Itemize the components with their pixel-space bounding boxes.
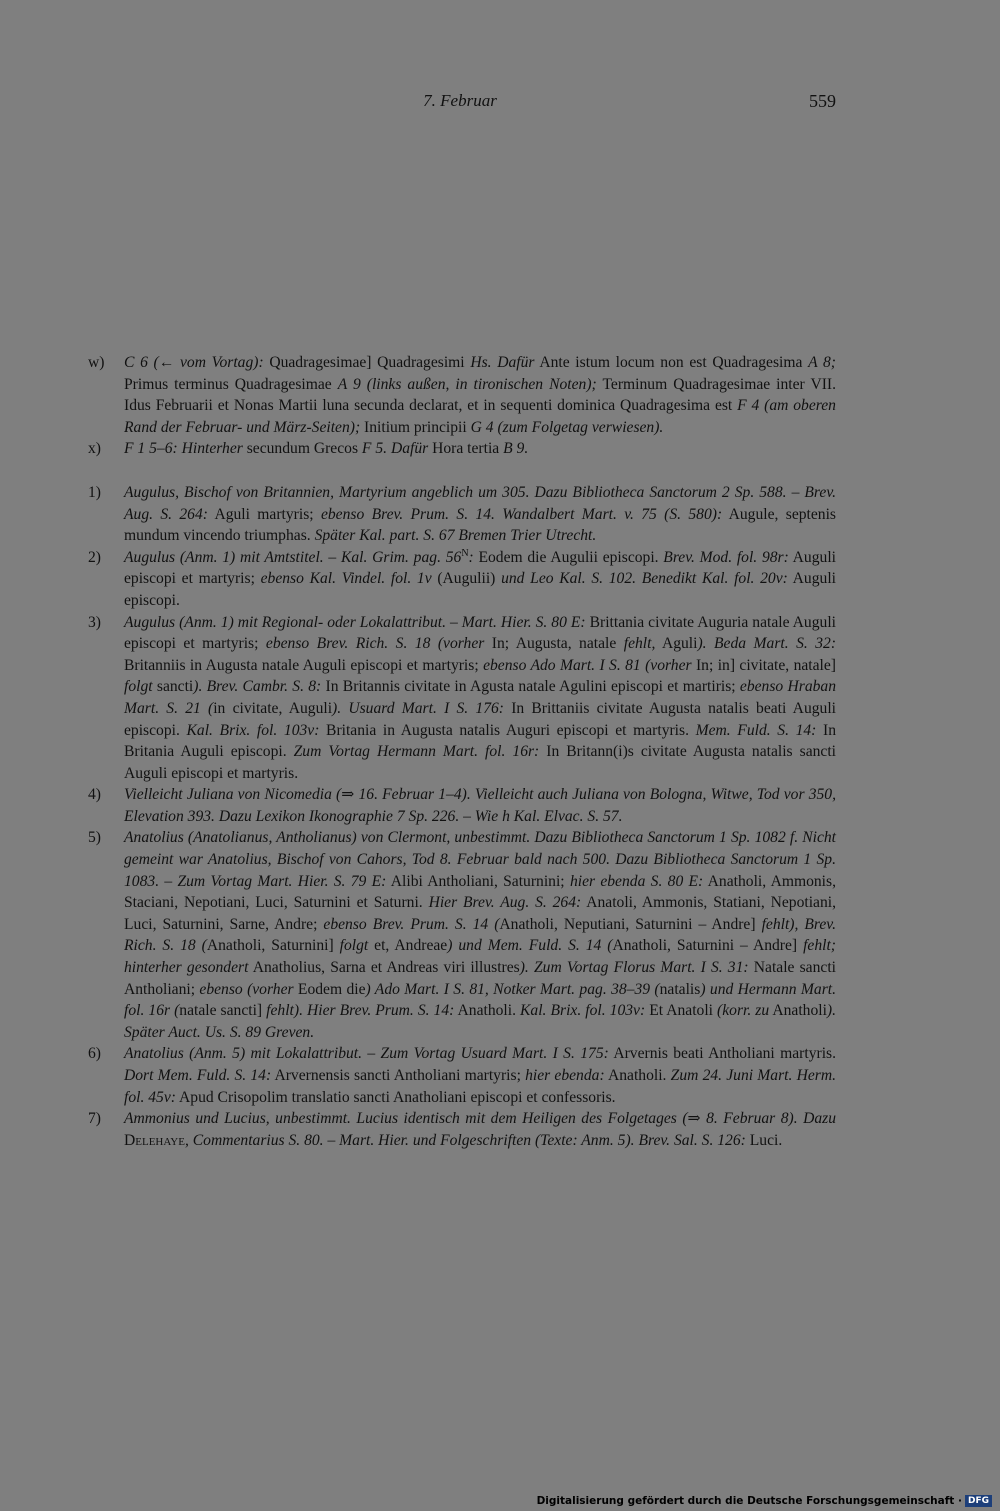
footnote — [88, 482, 836, 547]
footnote — [88, 1043, 836, 1108]
text-run: Später Kal. part. S. 67 Bremen Trier Utrecht. — [314, 527, 597, 545]
text-run: ebenso Hraban Mart. S. 21 ( — [124, 678, 837, 717]
text-run: ebenso Brev. Prum. S. 14 ( — [323, 915, 500, 933]
text-run: (korr. zu — [717, 1002, 770, 1020]
text-run: ). Später Auct. Us. S. 89 Greven. — [124, 1002, 837, 1041]
text-run: Et Anatoli — [645, 1002, 718, 1020]
text-run: Anatholi, Saturnini – Andre] — [612, 937, 804, 955]
text-run: Kal. Brix. fol. 103v: — [520, 1002, 646, 1020]
text-run: Beda Mart. S. 32: — [706, 635, 837, 653]
footnote-text — [124, 1108, 836, 1151]
text-run: Brev. Mod. fol. 98r: — [663, 548, 789, 566]
text-run: folgt — [339, 937, 369, 955]
footnote-marker: 7) — [88, 1110, 101, 1128]
text-run: In; Augusta, natale — [484, 635, 624, 653]
text-run: Ante istum locum non est Quadragesima — [534, 354, 809, 371]
text-run: Alibi Antholiani, Saturnini; — [386, 872, 570, 890]
footer-credit — [537, 1495, 992, 1507]
text-run: G 4 (zum Folgetag verwiesen). — [470, 418, 664, 436]
text-run: ebenso Kal. Vindel. fol. 1v — [260, 570, 432, 588]
text-run: Anatoli, Ammonis, Statiani, Nepotiani, Luci, Saturnini, Sarne, Andre; — [124, 894, 836, 933]
text-run: (Augulii) — [431, 570, 502, 588]
text-run: Anatholi, Neputiani, Saturnini – Andre] — [499, 915, 762, 933]
text-run: Dort Mem. Fuld. S. 14: — [124, 1067, 272, 1084]
text-run: F 1 5–6: Hinterher — [124, 440, 243, 458]
text-run: und Leo Kal. S. 102. Benedikt Kal. fol. 20v: — [501, 570, 788, 588]
text-run: Delehaye — [124, 1131, 185, 1149]
footnote-text — [124, 784, 836, 827]
text-run: ebenso Brev. Prum. S. 14. Wandalbert Mart. v. 75 (S. 580): — [320, 505, 723, 523]
text-run: Terminum Quadragesimae inter VII. Idus Februarii et Nonas Martii luna secunda declarat, et in sequenti dominica Quadragesima est — [124, 375, 836, 415]
text-run: fehlt), Brev. Rich. S. 18 ( — [124, 915, 836, 955]
footnote-text — [124, 547, 836, 612]
text-run: Anatholi. — [454, 1002, 521, 1020]
text-run: F 5. Dafür — [361, 440, 429, 458]
text-run: Aguli — [655, 635, 698, 653]
text-run: Hier Brev. Aug. S. 264: — [428, 894, 582, 912]
text-run: Britania in Augusta natalis Auguri episcopi et martyris. — [319, 721, 696, 739]
dfg-logo: DFG — [965, 1495, 992, 1507]
footnote — [88, 438, 836, 460]
text-run: Hs. Dafür — [470, 354, 535, 371]
text-run: fehlt). Hier Brev. Prum. S. 14: — [266, 1002, 455, 1020]
text-run: Augule, septenis mundum vincendo triumphas. — [124, 505, 836, 545]
text-run: Eodem die — [293, 980, 366, 998]
footnote-text — [124, 1043, 836, 1108]
footnote — [88, 784, 836, 827]
text-run: Mem. Fuld. S. 14: — [695, 721, 817, 739]
running-title: 7. Februar — [423, 91, 497, 110]
text-run: natale sancti] — [179, 1002, 267, 1020]
footnote-marker: w) — [88, 354, 105, 371]
page-number: 559 — [809, 91, 836, 111]
footnote-text — [124, 827, 836, 1043]
text-run: Usuard Mart. I S. 176: — [341, 699, 504, 717]
text-run: in civitate, Auguli — [213, 699, 333, 717]
text-run: ebenso (vorher — [199, 980, 294, 998]
text-run: Apud Crisopolim translatio sancti Anatholiani episcopi et confessoris. — [175, 1088, 616, 1106]
text-run: ) und Mem. Fuld. S. 14 ( — [447, 937, 613, 955]
footnote-text — [124, 482, 836, 547]
text-run: Eodem die Augulii episcopi. — [473, 548, 664, 566]
text-run: hier ebenda S. 80 E: — [569, 872, 704, 890]
text-run: sancti — [152, 678, 194, 696]
text-run: A 8; — [808, 354, 837, 371]
section-gap — [88, 460, 836, 482]
text-run: Brev. Cambr. S. 8: — [202, 678, 322, 696]
text-run: Initium principii — [360, 418, 471, 436]
text-run: ) und Hermann Mart. fol. 16r ( — [124, 980, 836, 1020]
text-run: Hora tertia — [428, 440, 504, 458]
text-run: ). — [519, 959, 529, 977]
text-run: In; in] civitate, natale] — [691, 656, 836, 674]
text-run: Zum Vortag Hermann Mart. fol. 16r: — [293, 743, 540, 761]
text-run: In Brittaniis civitate Augusta natalis beati Auguli episcopi. — [124, 699, 837, 739]
text-run: Arvernensis sancti Antholiani martyris; — [271, 1067, 526, 1084]
text-run: A 9 (links außen, in tironischen Noten); — [337, 375, 597, 393]
text-run: Ammonius und Lucius, unbestimmt. Lucius identisch mit dem Heiligen des Folgetages (⇒ 8. Februar 8). Dazu — [124, 1110, 836, 1128]
footnote-marker: 6) — [88, 1045, 101, 1063]
text-run: Quadragesimae] Quadragesimi — [263, 354, 471, 371]
text-run: C 6 (← vom Vortag): — [124, 354, 264, 371]
text-run: Anatholi — [769, 1002, 827, 1020]
text-run: Auguli episcopi. — [124, 570, 836, 609]
text-run: Natale sancti Antholiani; — [124, 959, 836, 998]
text-run: Augulus (Anm. 1) mit Regional- oder Lokalattribut. – Mart. Hier. S. 80 E: — [124, 613, 586, 631]
text-run: folgt — [124, 678, 153, 696]
text-run: et, Andreae — [368, 937, 448, 955]
text-run: N — [461, 547, 469, 559]
text-run: secundum Grecos — [242, 440, 362, 458]
text-run: F 4 (am oberen Rand der Februar- und März-Seiten); — [124, 397, 836, 436]
text-run: Luci. — [745, 1131, 783, 1149]
text-run: Vielleicht Juliana von Nicomedia (⇒ 16. Februar 1–4). Vielleicht auch Juliana von Bologna, Witwe, Tod vor 350, Elevation 393. Dazu Lexikon Ikonographie 7 Sp. 226. – Wie h Kal. Elvac. S. 57. — [124, 786, 836, 825]
text-run: ebenso Brev. Rich. S. 18 (vorher — [265, 635, 485, 653]
footnote-marker: 5) — [88, 829, 101, 847]
footnote-text — [124, 352, 836, 438]
footer-text: Digitalisierung gefördert durch die Deutsche Forschungsgemeinschaft · — [536, 1495, 962, 1507]
text-run: Anatolius (Anatolianus, Antholianus) von Clermont, unbestimmt. Dazu Bibliotheca Sanctorum 1 Sp. 1082 f. Nicht gemeint war Anatolius, Bischof von Cahors, Tod 8. Februar bald nach 500. Dazu Bibliotheca Sanctorum 1 Sp. 1083. – Zum Vortag Mart. Hier. S. 79 E: — [124, 829, 836, 890]
text-run: Brittania civitate Auguria natale Auguli episcopi et martyris; — [124, 613, 836, 653]
footnote — [88, 1108, 836, 1151]
text-run: ). — [697, 635, 707, 653]
text-run: Kal. Brix. fol. 103v: — [186, 721, 320, 739]
text-run: Anatholius, Sarna et Andreas viri illustres — [248, 959, 520, 977]
text-run: In Britann(i)s civitate Augusta natalis sancti Auguli episcopi et martyris. — [124, 743, 837, 782]
text-run: Arvernis beati Antholiani martyris. — [608, 1045, 836, 1063]
text-run: ). — [332, 699, 342, 717]
footnote — [88, 612, 836, 785]
text-run: Anatholi. — [604, 1067, 671, 1084]
footnote — [88, 352, 836, 438]
footnote-text — [124, 438, 836, 460]
footnote-text — [124, 612, 836, 785]
text-run: Anatolius (Anm. 5) mit Lokalattribut. – Zum Vortag Usuard Mart. I S. 175: — [124, 1045, 609, 1063]
text-run: , Commentarius S. 80. – Mart. Hier. und Folgeschriften (Texte: Anm. 5). Brev. Sal. S. 126: — [184, 1131, 746, 1149]
footnotes — [88, 352, 836, 1151]
text-run: fehlt, — [623, 635, 656, 653]
text-run: : — [468, 548, 474, 566]
text-run: Augulus (Anm. 1) mit Amtstitel. – Kal. Grim. pag. 56 — [124, 548, 462, 566]
text-run: Zum 24. Juni Mart. Herm. fol. 45v: — [124, 1067, 836, 1106]
text-run: hier ebenda: — [525, 1067, 605, 1084]
text-run: Anatholi, Ammonis, Staciani, Nepotiani, Luci, Saturnini et Saturni. — [124, 872, 836, 912]
text-run: ebenso Ado Mart. I S. 81 (vorher — [483, 656, 692, 674]
footnote-marker: 1) — [88, 483, 101, 501]
footnote-marker: 4) — [88, 786, 101, 804]
footnote-marker: 3) — [88, 613, 101, 631]
footnote-marker: x) — [88, 440, 101, 458]
text-run: Augulus, Bischof von Britannien, Martyrium angeblich um 305. Dazu Bibliotheca Sanctorum 2 Sp. 588. – Brev. Aug. S. 264: — [124, 483, 836, 523]
footnote — [88, 827, 836, 1043]
footnote — [88, 547, 836, 612]
text-run: In Britannis civitate in Agusta natale Agulini episcopi et martiris; — [321, 678, 740, 696]
text-run: B 9. — [503, 440, 529, 458]
text-run: fehlt; hinterher gesondert — [124, 937, 836, 977]
text-run: In Britania Auguli episcopi. — [124, 721, 837, 761]
text-run: Britanniis in Augusta natale Auguli episcopi et martyris; — [124, 656, 484, 674]
text-run: Anatholi, Saturnini] — [206, 937, 340, 955]
text-run: Zum Vortag Florus Mart. I S. 31: — [528, 959, 749, 977]
text-run: Aguli martyris; — [207, 505, 321, 523]
text-run: ). — [193, 678, 203, 696]
text-run: ) Ado Mart. I S. 81, Notker Mart. pag. 38–39 ( — [365, 980, 660, 998]
text-run: natalis — [659, 980, 701, 998]
text-run: Auguli episcopi et martyris; — [124, 548, 836, 588]
text-run: Primus terminus Quadragesimae — [124, 375, 338, 393]
footnote-marker: 2) — [88, 548, 101, 566]
